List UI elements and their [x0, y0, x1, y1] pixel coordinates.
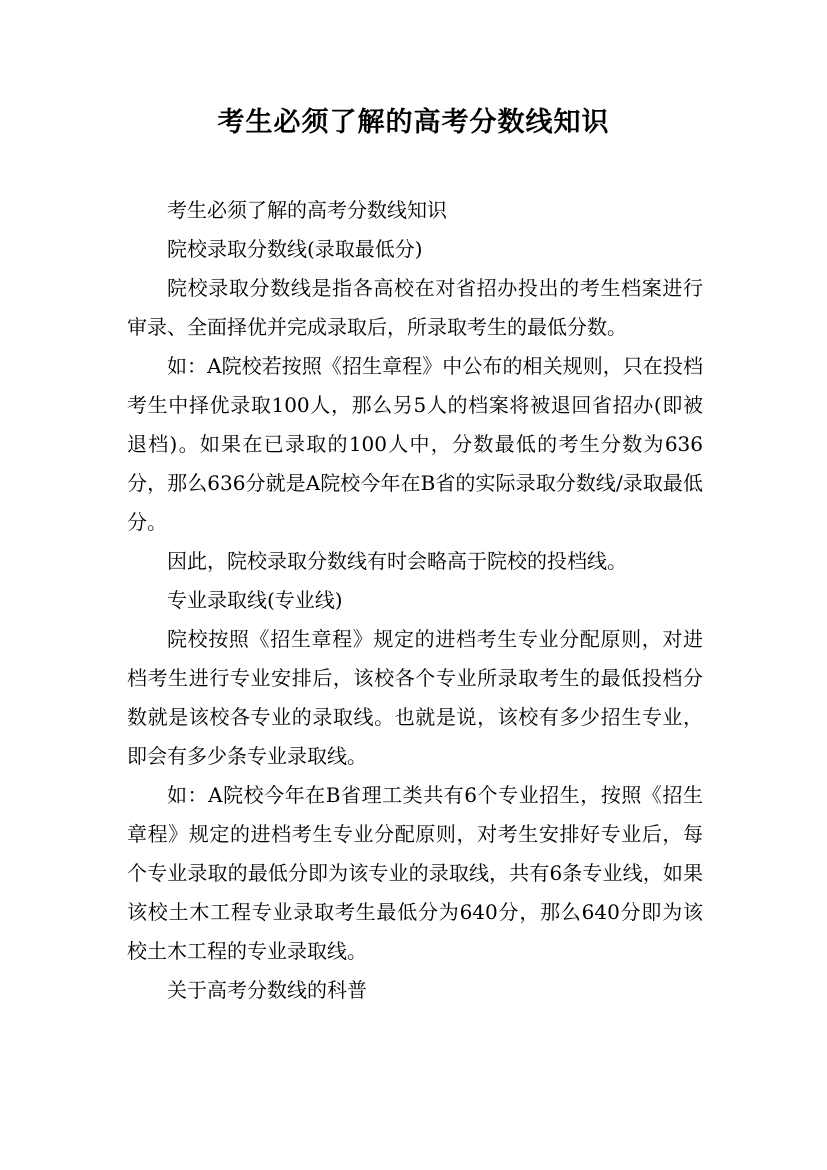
paragraph-section-title: 专业录取线(专业线) [167, 588, 343, 612]
paragraph-heading: 考生必须了解的高考分数线知识 [167, 198, 447, 222]
paragraph-section-title: 院校录取分数线(录取最低分) [167, 237, 423, 261]
paragraph: 如：A院校今年在B省理工类共有6个专业招生，按照《招生章程》规定的进档考生专业分配原则，对考生安排好专业后，每个专业录取的最低分即为该专业的录取线，共有6条专业线，如果该校土木工程专业录取考生最低分为640分，那么640分即为该校土木工程的专业录取线。 [127, 783, 703, 963]
paragraph: 如：A院校若按照《招生章程》中公布的相关规则，只在投档考生中择优录取100人，那么另5人的档案将被退回省招办(即被退档)。如果在已录取的100人中，分数最低的考生分数为636分，那么636分就是A院校今年在B省的实际录取分数线/录取最低分。 [127, 354, 703, 534]
paragraph-section-title: 关于高考分数线的科普 [167, 978, 367, 1002]
document-title: 考生必须了解的高考分数线知识 [217, 107, 610, 138]
paragraph: 院校按照《招生章程》规定的进档考生专业分配原则，对进档考生进行专业安排后，该校各个专业所录取考生的最低投档分数就是该校各专业的录取线。也就是说，该校有多少招生专业，即会有多少条专业录取线。 [127, 627, 703, 768]
paragraph: 院校录取分数线是指各高校在对省招办投出的考生档案进行审录、全面择优并完成录取后，所录取考生的最低分数。 [127, 276, 703, 339]
paragraph: 因此，院校录取分数线有时会略高于院校的投档线。 [167, 549, 627, 573]
document-body [127, 191, 703, 1010]
